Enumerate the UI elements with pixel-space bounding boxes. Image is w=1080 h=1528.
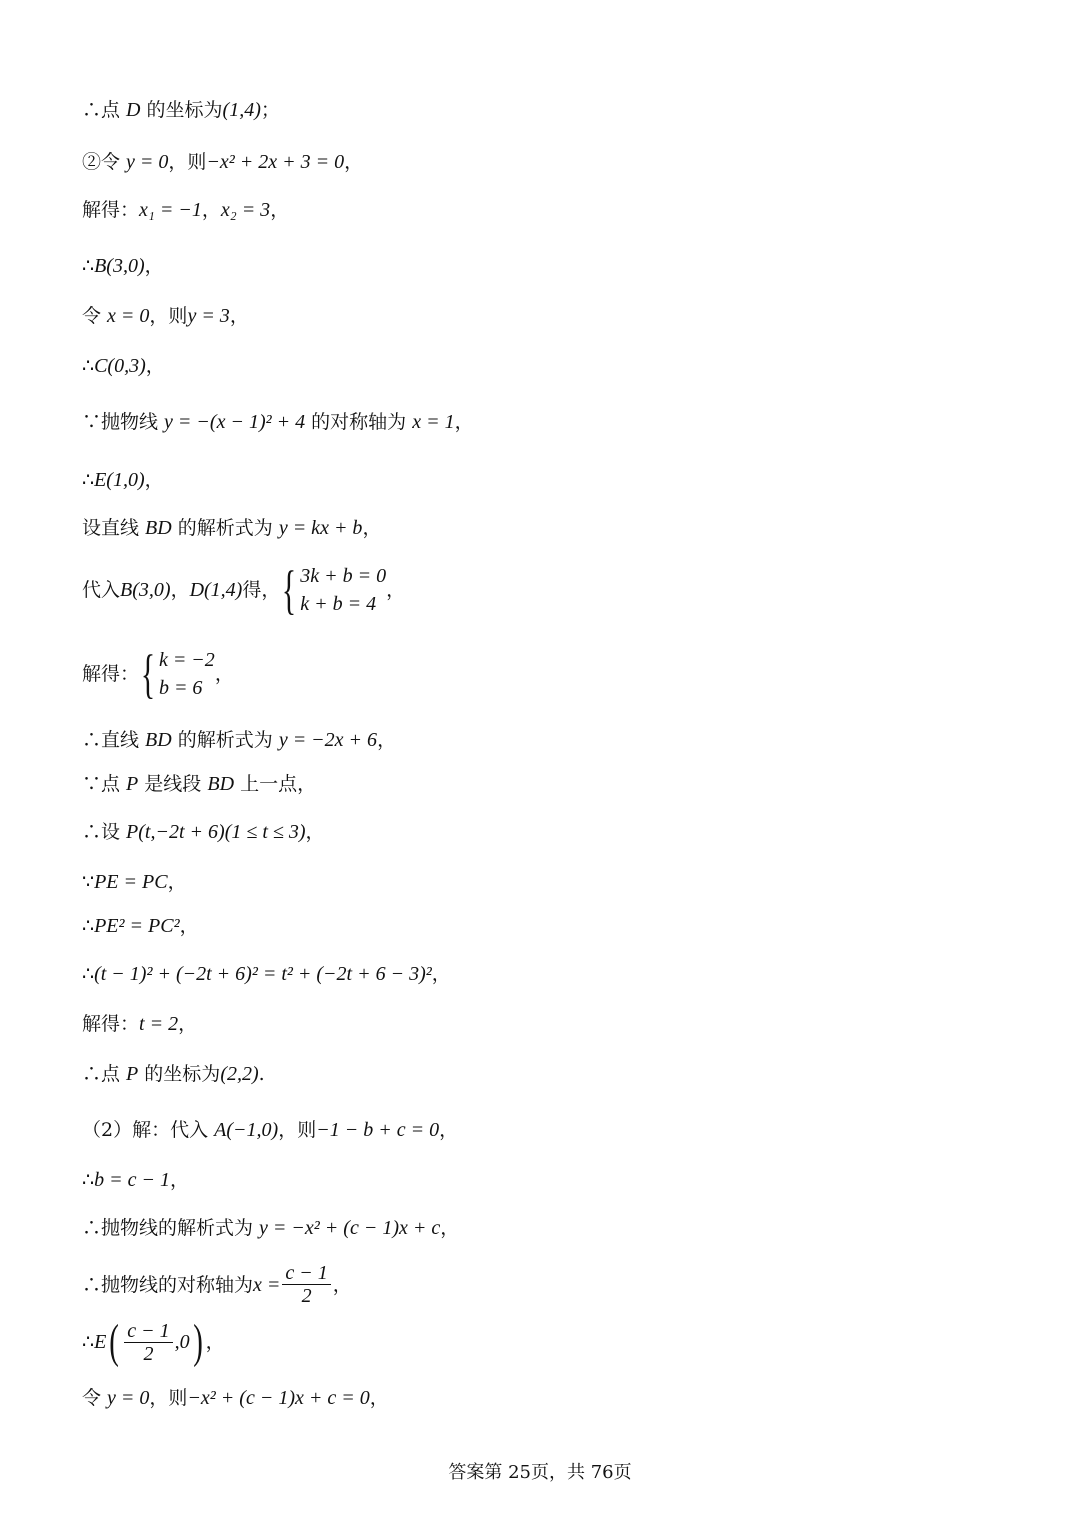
fraction: $\frac{c - 1}{2}$ xyxy=(282,1262,330,1307)
fraction: $\frac{c - 1}{2}$ xyxy=(124,1320,172,1365)
equation-system: k = −2 b = 6 xyxy=(158,649,215,699)
left-brace: { xyxy=(140,644,156,704)
solution-line: 令 x = 0，则y = 3， xyxy=(82,305,249,327)
point-e-line: ∴ E ( $\frac{c - 1}{2}$ ,0 ) ， xyxy=(82,1315,225,1368)
solution-line: ∴直线 BD 的解析式为 y = −2x + 6， xyxy=(82,729,397,751)
solution-line: 解得：x₁ = −1，x₂ = 3， xyxy=(82,199,290,221)
solution-line: ∴PE² = PC²， xyxy=(82,915,199,937)
solution-line: 设直线 BD 的解析式为 y = kx + b， xyxy=(82,517,382,539)
equation-system-line: 解得： { k = −2 b = 6 ， xyxy=(82,644,234,704)
solution-line: ∴C(0,3)， xyxy=(82,355,165,377)
solution-line: ∵点 P 是线段 BD 上一点， xyxy=(82,773,317,795)
solution-line: （2）解：代入 A(−1,0)，则−1 − b + c = 0， xyxy=(82,1119,459,1141)
equation-system: 3k + b = 0 k + b = 4 xyxy=(300,565,387,615)
solution-line: ②令 y = 0，则−x² + 2x + 3 = 0， xyxy=(82,151,364,173)
symmetry-axis-line: ∴抛物线的对称轴为 x = $\frac{c - 1}{2}$ ， xyxy=(82,1262,352,1307)
left-brace: { xyxy=(282,560,297,620)
solution-line: ∴B(3,0)， xyxy=(82,255,164,277)
solution-line: 解得：t = 2， xyxy=(82,1013,198,1035)
solution-line: ∵抛物线 y = −(x − 1)² + 4 的对称轴为 x = 1， xyxy=(82,411,474,433)
solution-line: ∴(t − 1)² + (−2t + 6)² = t² + (−2t + 6 − 3)²， xyxy=(82,963,451,985)
left-paren: ( xyxy=(109,1315,120,1368)
solution-line: ∴b = c − 1， xyxy=(82,1169,189,1191)
solution-line: ∵PE = PC， xyxy=(82,871,187,893)
solution-line: ∴点 P 的坐标为(2,2). xyxy=(82,1063,265,1085)
equation-system-line: 代入 B(3,0) ， D(1,4) 得， { 3k + b = 0 k + b = 4 ， xyxy=(82,560,406,620)
right-paren: ) xyxy=(192,1315,203,1368)
solution-line: ∴点 D 的坐标为(1,4)； xyxy=(82,99,280,121)
solution-line: ∴设 P(t,−2t + 6)(1 ≤ t ≤ 3)， xyxy=(82,821,325,843)
solution-line: ∴抛物线的解析式为 y = −x² + (c − 1)x + c， xyxy=(82,1217,460,1239)
solution-line: ∴E(1,0)， xyxy=(82,469,164,491)
solution-line: 令 y = 0，则−x² + (c − 1)x + c = 0， xyxy=(82,1387,389,1409)
page-footer: 答案第 25页，共 76页 xyxy=(448,1462,632,1483)
